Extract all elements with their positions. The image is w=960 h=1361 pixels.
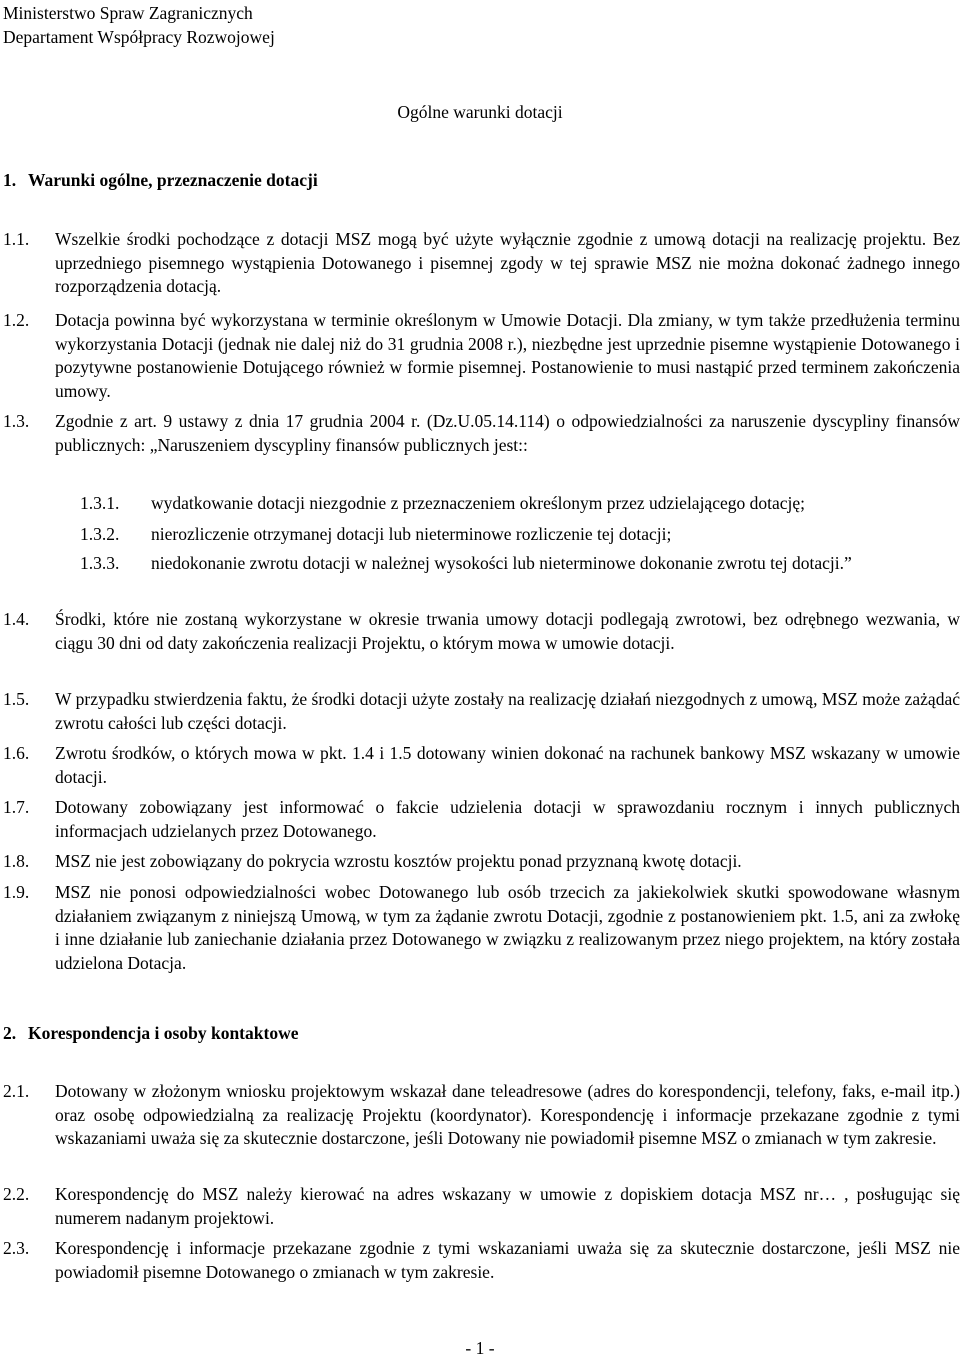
clause-1-6 [0,742,960,789]
section-title: Warunki ogólne, przeznaczenie dotacji [28,170,318,190]
clause-text: W przypadku stwierdzenia faktu, że środki dotacji użyte zostały na realizację działań niezgodnych z umową, MSZ może zażądać zwrotu całości lub części dotacji. [55,689,960,733]
clause-1-3 [0,410,960,457]
clause-number: 2.2. [3,1184,30,1204]
clause-text: Korespondencję do MSZ należy kierować na adres wskazany w umowie z dopiskiem dotacja MSZ nr… , posługując się numerem nadanym projektowi. [55,1184,960,1228]
clause-1-7 [0,796,960,843]
letterhead [3,2,275,49]
clause-number: 1.1. [3,229,30,249]
subclause-number: 1.3.1. [80,493,120,513]
clause-number: 2.3. [3,1238,30,1258]
clause-text: Dotacja powinna być wykorzystana w terminie określonym w Umowie Dotacji. Dla zmiany, w tym także przedłużenia terminu wykorzystania Dotacji (jednak nie dalej niż do 31 grudnia 2008 r.), niezbędne jest uprzednie pisemne wystąpienie Dotowanego i pozytywne postanowienie Dotującego również w formie pisemnej. Postanowienie to musi nastąpić przed terminem zakończenia umowy. [55,310,960,401]
clause-number: 2.1. [3,1081,30,1101]
clause-2-2 [0,1183,960,1230]
section-number: 1. [3,170,17,190]
subclause-number: 1.3.3. [80,553,120,573]
clause-number: 1.3. [3,411,30,431]
clause-text: Wszelkie środki pochodzące z dotacji MSZ mogą być użyte wyłącznie zgodnie z umową dotacji na realizację projektu. Bez uprzedniego pisemnego wystąpienia Dotowanego i pisemnej zgody w tej sprawie MSZ nie można dokonać żadnego innego rozporządzenia dotacją. [55,229,960,296]
clause-text: Środki, które nie zostaną wykorzystane w okresie trwania umowy dotacji podlegają zwrotowi, bez odrębnego wezwania, w ciągu 30 dni od daty zakończenia realizacji Projektu, o którym mowa w umowie dotacji. [55,609,960,653]
clause-text: MSZ nie jest zobowiązany do pokrycia wzrostu kosztów projektu ponad przyznaną kwotę dotacji. [55,851,742,871]
clause-text: Korespondencję i informacje przekazane zgodnie z tymi wskazaniami uważa się za skutecznie dostarczone, jeśli MSZ nie powiadomił pisemne Dotowanego o zmianach w tym zakresie. [55,1238,960,1282]
section-number: 2. [3,1023,17,1043]
clause-1-1 [0,228,960,299]
clause-number: 1.6. [3,743,30,763]
clause-number: 1.5. [3,689,30,709]
clause-text: MSZ nie ponosi odpowiedzialności wobec Dotowanego lub osób trzecich za jakiekolwiek skutki spowodowane własnym działaniem związanym z niniejszą Umową, w tym za żądanie zwrotu Dotacji, zgodnie z postanowieniem pkt. 1.5, ani za zwłokę i inne działanie lub zaniechanie działania przez Dotowanego w związku z realizowanym przez niego projektem, na który została udzielona Dotacja. [55,882,960,973]
clause-text: Zwrotu środków, o których mowa w pkt. 1.4 i 1.5 dotowany winien dokonać na rachunek bankowy MSZ wskazany w umowie dotacji. [55,743,960,787]
subclause-1-3-3 [0,552,960,576]
clause-1-5 [0,688,960,735]
clause-number: 1.7. [3,797,30,817]
clause-1-8 [0,850,960,874]
page-number: - 1 - [465,1338,495,1358]
clause-2-1 [0,1080,960,1151]
subclause-number: 1.3.2. [80,524,120,544]
clause-number: 1.2. [3,310,30,330]
ministry-name: Ministerstwo Spraw Zagranicznych [3,3,253,23]
clause-1-4 [0,608,960,655]
section-title: Korespondencja i osoby kontaktowe [28,1023,299,1043]
section-heading-1 [3,169,318,193]
clause-text: Dotowany zobowiązany jest informować o fakcie udzielenia dotacji w sprawozdaniu rocznym i innych publicznych informacjach udzielanych przez Dotowanego. [55,797,960,841]
subclause-1-3-1 [0,492,960,516]
section-heading-2 [3,1022,298,1046]
department-name: Departament Współpracy Rozwojowej [3,26,275,47]
clause-2-3 [0,1237,960,1284]
subclause-text: nierozliczenie otrzymanej dotacji lub nieterminowe rozliczenie tej dotacji; [151,524,672,544]
clause-number: 1.4. [3,609,30,629]
clause-number: 1.9. [3,882,30,902]
clause-text: Dotowany w złożonym wniosku projektowym wskazał dane teleadresowe (adres do korespondencji, telefony, faks, e-mail itp.) oraz osobę odpowiedzialną za realizację Projektu (koordynator). Korespondencję i informacje przekazane zgodnie z tymi wskazaniami uważa się za skutecznie dostarczone, jeśli Dotowany nie powiadomił pisemne MSZ o zmianach w tym zakresie. [55,1081,960,1148]
clause-1-2 [0,309,960,403]
document-title: Ogólne warunki dotacji [397,102,563,122]
subclause-text: niedokonanie zwrotu dotacji w należnej wysokości lub nieterminowe dokonanie zwrotu tej dotacji.” [151,553,852,573]
clause-number: 1.8. [3,851,30,871]
clause-text: Zgodnie z art. 9 ustawy z dnia 17 grudnia 2004 r. (Dz.U.05.14.114) o odpowiedzialności za naruszenie dyscypliny finansów publicznych: „Naruszeniem dyscypliny finansów publicznych jest:: [55,411,960,455]
subclause-1-3-2 [0,523,960,547]
subclause-text: wydatkowanie dotacji niezgodnie z przeznaczeniem określonym przez udzielającego dotację; [151,493,805,513]
clause-1-9 [0,881,960,975]
